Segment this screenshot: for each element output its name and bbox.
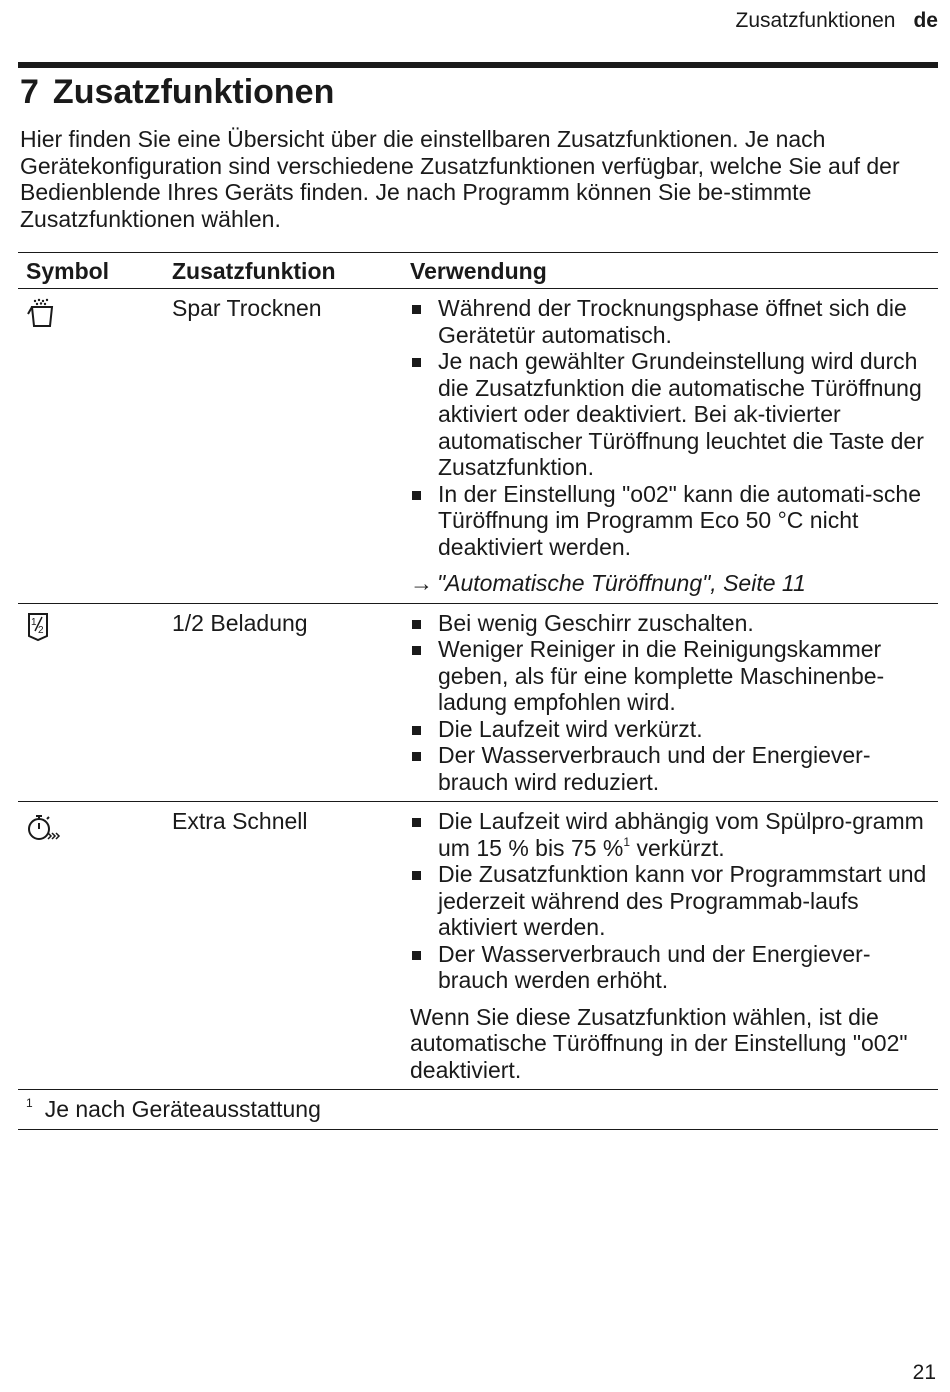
header-usage: Verwendung — [402, 253, 938, 289]
cross-reference-text: "Automatische Türöffnung", Seite 11 — [437, 570, 806, 596]
list-item: In der Einstellung "o02" kann die automati-sche Türöffnung im Programm Eco 50 °C nicht deaktiviert werden. — [410, 481, 938, 561]
top-rule — [18, 62, 938, 68]
intro-paragraph: Hier finden Sie eine Übersicht über die einstellbaren Zusatzfunktionen. Je nach Gerätekonfiguration sind verschiedene Zusatzfunktionen verfügbar, welche Sie auf der Bedienblende Ihres Geräts finden. Je nach Programm können Sie be-stimmte Zusatzfunktionen wählen. — [20, 126, 900, 232]
list-item: Während der Trocknungsphase öffnet sich die Gerätetür automatisch. — [410, 295, 938, 348]
usage-list — [410, 610, 938, 796]
table-row — [18, 802, 938, 1090]
symbol-cell — [18, 289, 164, 604]
page-number: 21 — [912, 1361, 936, 1384]
usage-list — [410, 295, 938, 560]
footnote-reference: 1 — [623, 834, 631, 849]
functions-table — [18, 252, 938, 1130]
running-header — [736, 8, 938, 34]
chapter-heading — [20, 70, 334, 114]
function-name: Extra Schnell — [164, 802, 402, 1090]
stopwatch-fast-icon — [26, 810, 62, 850]
table-row — [18, 289, 938, 604]
symbol-cell — [18, 802, 164, 1090]
function-name: Spar Trocknen — [172, 295, 322, 321]
list-item: Der Wasserverbrauch und der Energiever-brauch werden erhöht. — [410, 941, 938, 994]
list-item: Der Wasserverbrauch und der Energiever-brauch wird reduziert. — [410, 742, 938, 795]
list-item: Je nach gewählter Grundeinstellung wird durch die Zusatzfunktion die automatische Türöffnung aktiviert oder deaktiviert. Bei ak-tivierter automatischer Türöffnung leuchtet die Taste der Zusatzfunktion. — [410, 348, 938, 481]
usage-cell — [402, 289, 938, 604]
svg-text:1: 1 — [31, 616, 37, 628]
footnote — [18, 1090, 938, 1130]
header-symbol: Symbol — [18, 253, 164, 289]
chapter-number: 7 — [20, 73, 39, 111]
usage-list — [410, 808, 938, 994]
header-function: Zusatzfunktion — [164, 253, 402, 289]
list-item-text-end: verkürzt. — [630, 834, 725, 861]
list-item: Die Laufzeit wird verkürzt. — [410, 716, 938, 743]
footnote-row — [18, 1090, 938, 1130]
cross-reference-link[interactable] — [410, 570, 938, 597]
list-item — [410, 808, 938, 861]
table-header-row — [18, 253, 938, 289]
table-row — [18, 603, 938, 802]
footnote-text: Je nach Geräteausstattung — [44, 1096, 321, 1122]
running-header-section: Zusatzfunktionen — [735, 9, 896, 32]
half-load-icon — [26, 612, 50, 648]
usage-note: Wenn Sie diese Zusatzfunktion wählen, ist die automatische Türöffnung in der Einstellung "o02" deaktiviert. — [410, 1003, 908, 1083]
function-name: 1/2 Beladung — [164, 603, 402, 802]
usage-cell — [402, 802, 938, 1090]
footnote-mark: 1 — [26, 1096, 33, 1110]
chapter-title: Zusatzfunktionen — [52, 73, 335, 111]
arrow-right-icon: → — [410, 570, 433, 596]
list-item: Bei wenig Geschirr zuschalten. — [410, 610, 938, 637]
door-open-steam-icon — [26, 297, 56, 335]
usage-cell — [402, 603, 938, 802]
list-item-text: Die Laufzeit wird abhängig vom Spülpro-gramm um 15 % bis 75 % — [438, 808, 924, 861]
symbol-cell — [18, 603, 164, 802]
language-code: de — [913, 9, 938, 32]
list-item: Die Zusatzfunktion kann vor Programmstart und jederzeit während des Programmab-laufs aktiviert werden. — [410, 861, 938, 941]
svg-text:2: 2 — [38, 624, 44, 636]
list-item: Weniger Reiniger in die Reinigungskammer geben, als für eine komplette Maschinenbe-ladung empfohlen wird. — [410, 636, 938, 716]
